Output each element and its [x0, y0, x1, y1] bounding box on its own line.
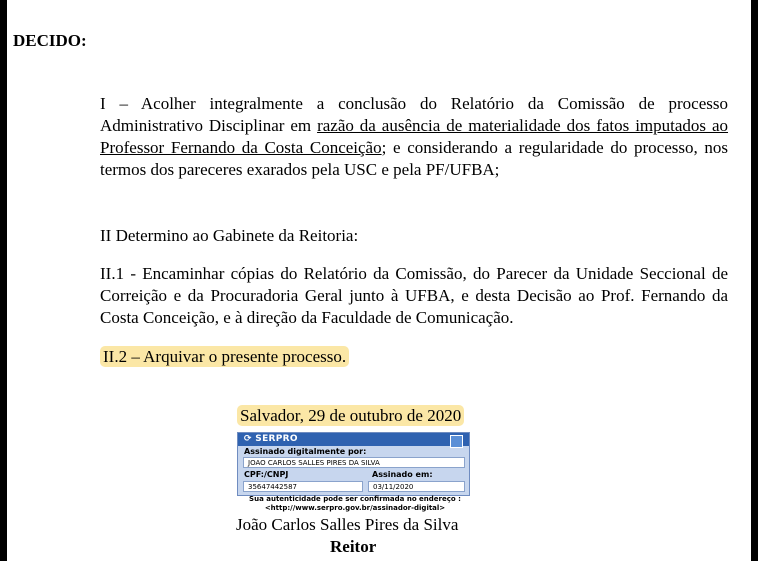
paragraph-item-2-1: II.1 - Encaminhar cópias do Relatório da Comissão, do Parecer da Unidade Seccional de Correição e da Procuradoria Geral junto à UFBA, e desta Decisão ao Prof. Fernando da Costa Conceição, e à direção da Faculdade de Comunicação. [100, 264, 728, 327]
signer-name-field: JOAO CARLOS SALLES PIRES DA SILVA [243, 457, 465, 468]
cpf-label: CPF:/CNPJ [244, 470, 289, 479]
p1-underlined-text: razão da ausência de materialidade dos fatos imputados ao Professor Fernando da Costa Conceição [100, 116, 729, 157]
highlighted-date: Salvador, 29 de outubro de 2020 [237, 405, 464, 426]
verify-line-2: <http://www.serpro.gov.br/assinador-digital> [264, 504, 446, 512]
decision-heading: DECIDO: [13, 31, 87, 50]
p1-text-start: I – Acolher integralmente a conclusão do Relatório da Comissão de processo Administrativo Disciplinar em [100, 94, 728, 135]
serpro-logo: ⟳ SERPRO [244, 434, 298, 444]
signature-date [237, 406, 464, 426]
signed-by-label: Assinado digitalmente por: [244, 447, 367, 456]
seal-icon [450, 435, 463, 448]
stamp-brand: SERPRO [255, 434, 298, 444]
cpf-field: 35647442587 [243, 481, 363, 492]
verify-line-1: Sua autenticidade pode ser confirmada no endereço : [249, 495, 461, 503]
signed-on-label: Assinado em: [372, 470, 433, 479]
p1-text-end: ; e considerando a regularidade do processo, nos termos dos pareceres exarados pela USC e pela PF/UFBA; [100, 138, 728, 179]
page-border-left [0, 0, 7, 561]
signer-role: Reitor [330, 537, 377, 556]
signer-name: João Carlos Salles Pires da Silva [236, 515, 459, 534]
paragraph-item-2: II Determino ao Gabinete da Reitoria: [100, 226, 359, 245]
signed-on-field: 03/11/2020 [368, 481, 465, 492]
page-border-right [751, 0, 758, 561]
digital-signature-stamp [237, 432, 470, 496]
stamp-verification-note [237, 495, 473, 513]
paragraph-item-2-2 [100, 346, 728, 368]
stamp-header [238, 433, 469, 446]
paragraph-item-1 [100, 93, 728, 181]
highlighted-text: II.2 – Arquivar o presente processo. [100, 346, 349, 367]
